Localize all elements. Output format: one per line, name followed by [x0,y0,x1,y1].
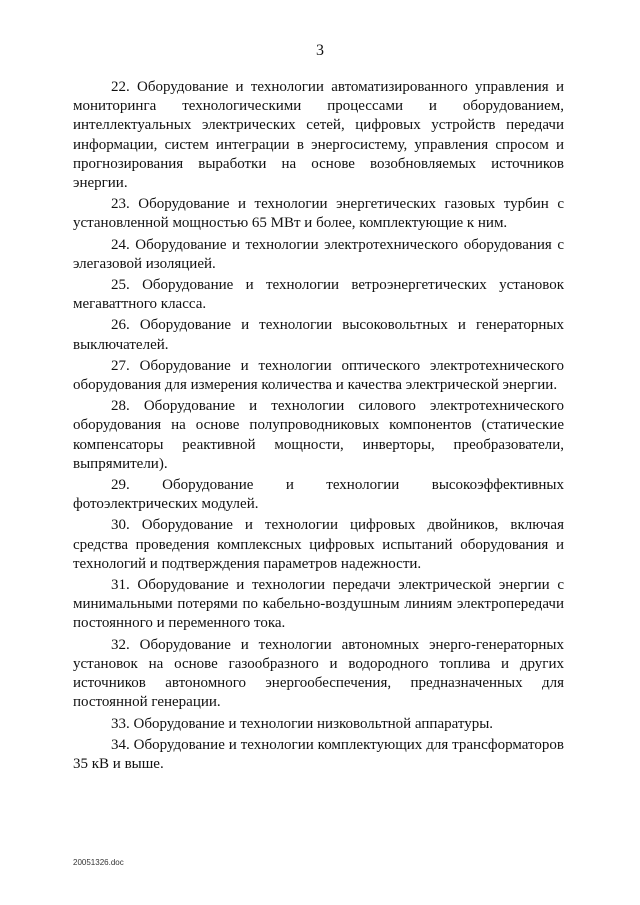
list-item-29: 29. Оборудование и технологии высокоэффективных фотоэлектрических модулей. [73,477,564,513]
footer-filename: 20051326.doc [73,858,124,867]
document-body [73,78,564,776]
list-item-24: 24. Оборудование и технологии электротехнического оборудования с элегазовой изоляцией. [73,236,564,272]
list-item-33: 33. Оборудование и технологии низковольтной аппаратуры. [111,715,494,732]
list-item-25: 25. Оборудование и технологии ветроэнергетических установок мегаваттного класса. [73,277,564,313]
list-item-27: 27. Оборудование и технологии оптического электротехнического оборудования для измерения количества и качества электрической энергии. [73,357,564,394]
list-item-30: 30. Оборудование и технологии цифровых двойников, включая средства проведения комплексных цифровых испытаний оборудования и технологий и подтверждения параметров надежности. [73,517,564,572]
list-item-26: 26. Оборудование и технологии высоковольтных и генераторных выключателей. [73,317,564,353]
list-item-32: 32. Оборудование и технологии автономных энерго-генераторных установок на основе газообразного и водородного топлива и других источников автономного энергообеспечения, предназначенных для постоянной генерации. [73,636,564,711]
list-item-23: 23. Оборудование и технологии энергетических газовых турбин с установленной мощностью 65 МВт и более, комплектующие к ним. [73,196,564,232]
list-item-22: 22. Оборудование и технологии автоматизированного управления и мониторинга технологическими процессами и оборудованием, интеллектуальных электрических сетей, цифровых устройств передачи информации, систем интеграции в энергосистему, управления спросом и прогнозирования выработки на основе возобновляемых источников энергии. [73,79,564,192]
page-number: 3 [316,42,324,59]
list-item-28: 28. Оборудование и технологии силового электротехнического оборудования на основе полупроводниковых компонентов (статические компенсаторы реактивной мощности, инверторы, преобразователи, выпрямители). [73,398,564,472]
list-item-34: 34. Оборудование и технологии комплектующих для трансформаторов 35 кВ и выше. [73,736,564,772]
list-item-31: 31. Оборудование и технологии передачи электрической энергии с минимальными потерями по кабельно-воздушным линиям электропередачи постоянного и переменного тока. [73,577,564,632]
